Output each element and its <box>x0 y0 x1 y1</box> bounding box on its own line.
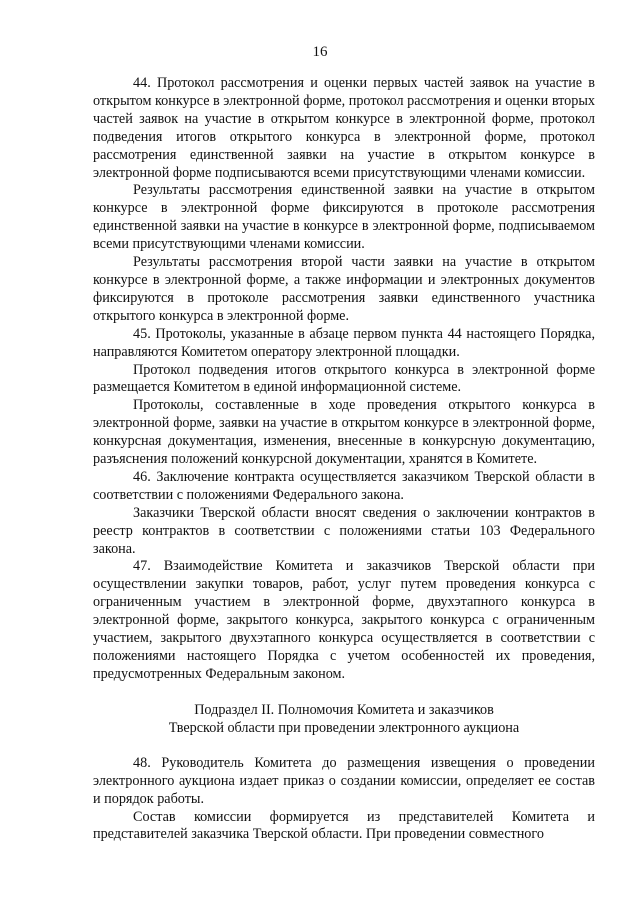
paragraph-single-bid-results: Результаты рассмотрения единственной заявки на участие в открытом конкурсе в электронной форме фиксируются в протоколе рассмотрения единственной заявки на участие в конкурсе в электронной форме, подписываемом всеми присутствующими членами комиссии. <box>93 182 595 253</box>
paragraph-second-part-results: Результаты рассмотрения второй части заявки на участие в открытом конкурсе в электронной форме, а также информации и электронных документов фиксируются в протоколе рассмотрения заявки единственного участника открытого конкурса в электронной форме. <box>93 254 595 324</box>
paragraph-46: 46. Заключение контракта осуществляется заказчиком Тверской области в соответствии с положениями Федерального закона. <box>93 468 595 503</box>
subsection-heading-line-1: Подраздел II. Полномочия Комитета и заказчиков <box>194 701 494 718</box>
paragraph-final-protocol: Протокол подведения итогов открытого конкурса в электронной форме размещается Комитетом в единой информационной системе. <box>93 361 595 396</box>
paragraph-47: 47. Взаимодействие Комитета и заказчиков Тверской области при осуществлении закупки товаров, работ, услуг путем проведения конкурса с ограниченным участием в электронной форме, двухэтапного конкурса в электронной форме, закрытого конкурса, закрытого конкурса с ограниченным участием, закрытого двухэтапного конкурса осуществляется в соответствии с положениями настоящего Порядка с учетом особенностей их проведения, предусмотренных Федеральным законом. <box>93 558 595 682</box>
paragraph-commission-composition: Состав комиссии формируется из представителей Комитета и представителей заказчика Тверской области. При проведении совместного <box>93 808 595 843</box>
paragraph-protocol-storage: Протоколы, составленные в ходе проведения открытого конкурса в электронной форме, заявки на участие в открытом конкурсе в электронной форме, конкурсная документация, изменения, внесенные в конкурсную документацию, разъяснения положений конкурсной документации, хранятся в Комитете. <box>93 397 595 468</box>
paragraph-contract-registry: Заказчики Тверской области вносят сведения о заключении контрактов в реестр контрактов в соответствии с положениями статьи 103 Федерального закона. <box>93 504 595 557</box>
paragraph-48: 48. Руководитель Комитета до размещения извещения о проведении электронного аукциона издает приказ о создании комиссии, определяет ее состав и порядок работы. <box>93 754 595 807</box>
page-number: 16 <box>312 44 328 60</box>
paragraph-45: 45. Протоколы, указанные в абзаце первом пункта 44 настоящего Порядка, направляются Комитетом оператору электронной площадки. <box>93 325 595 360</box>
paragraph-44: 44. Протокол рассмотрения и оценки первых частей заявок на участие в открытом конкурсе в электронной форме, протокол рассмотрения и оценки вторых частей заявок на участие в открытом конкурсе в электронной форме, протокол подведения итогов открытого конкурса в электронной форме, протокол рассмотрения единственной заявки на участие в открытом конкурсе в электронной форме подписываются всеми присутствующими членами комиссии. <box>93 75 595 181</box>
subsection-heading-line-2: Тверской области при проведении электронного аукциона <box>168 719 520 736</box>
subsection-heading <box>93 701 595 737</box>
document-body <box>93 75 595 844</box>
